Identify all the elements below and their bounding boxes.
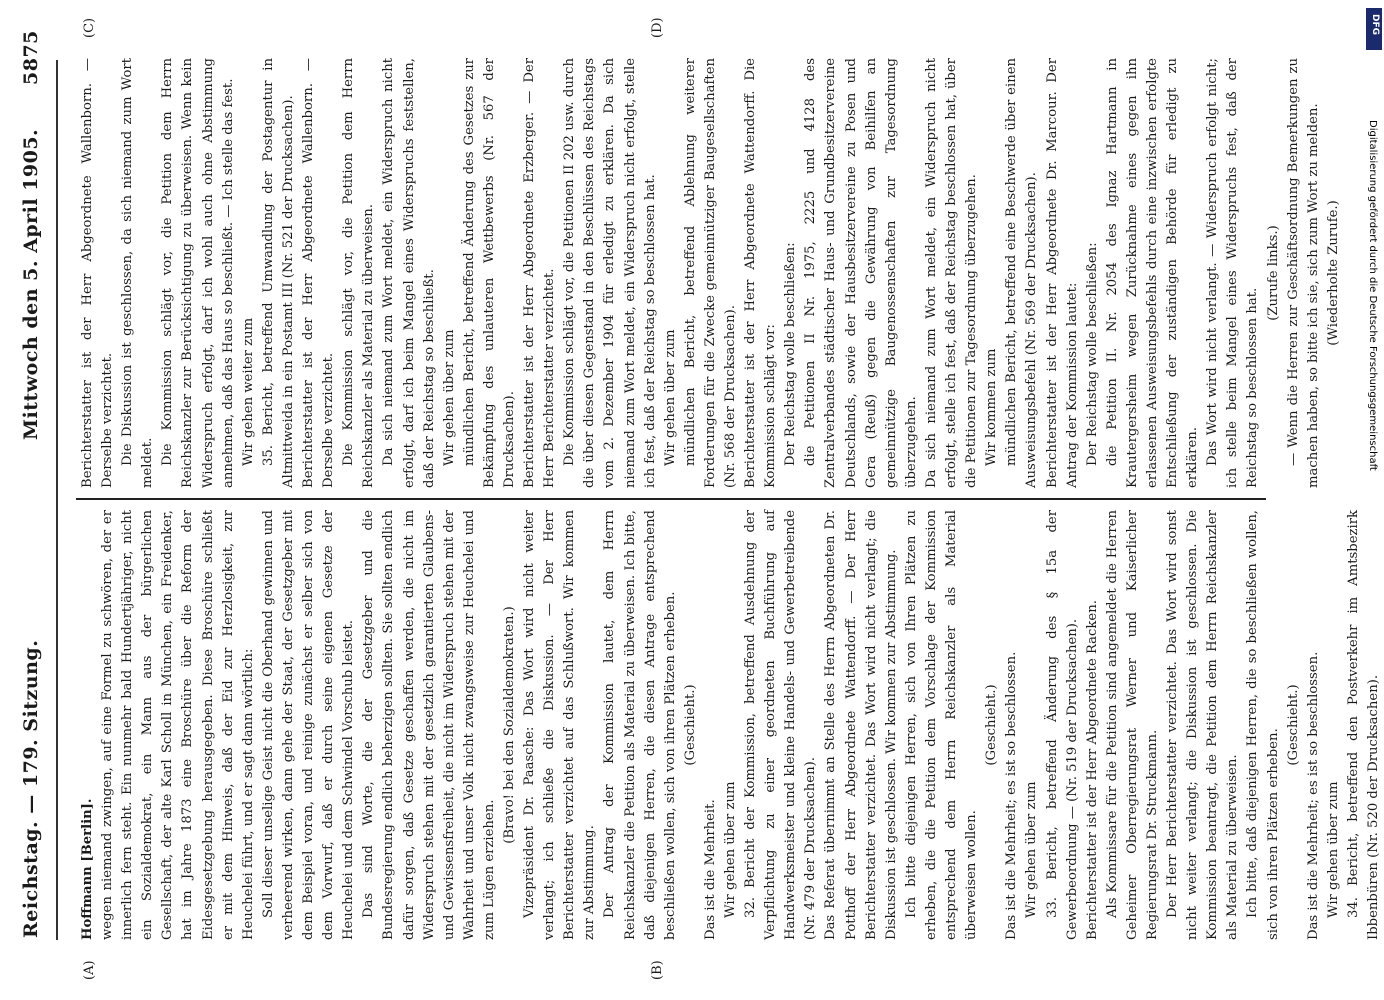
running-header-date: Mittwoch den 5. April 1905.	[20, 128, 42, 440]
paragraph: Das ist die Mehrheit; es ist so beschlossen.	[1004, 651, 1020, 940]
paragraph: Berichterstatter ist der Herr Abgeordnete Dr. Marcour. Der Antrag der Kommission lautet:	[1044, 58, 1080, 488]
agenda-item: 33. Bericht, betreffend Änderung des § 15a der Gewerbeordnung — (Nr. 519 der Drucksachen).	[1044, 510, 1080, 940]
page-number: 5875	[20, 30, 42, 85]
margin-marker-b: (B)	[650, 960, 665, 980]
agenda-item: 34. Bericht, betreffend den Postverkehr im Amtsbezirk Ibbenbüren (Nr. 520 der Drucksachen).	[1345, 510, 1381, 940]
interjection: (Geschieht.)	[682, 684, 698, 766]
agenda-item: mündlichen Bericht, betreffend eine Beschwerde über einen Ausweisungsbefehl (Nr. 569 der Drucksachen).	[1004, 58, 1040, 488]
paragraph: Der Herr Berichterstatter verzichtet. Das Wort wird sonst nicht weiter verlangt; die Diskussion ist geschlossen. Die Kommission beantragt, die Petition dem Herrn Reichskanzler als Material zu überweisen.	[1165, 510, 1241, 940]
paragraph: Berichterstatter ist der Herr Abgeordnete Racken.	[1084, 600, 1100, 940]
paragraph: Ich bitte, daß diejenigen Herren, die so beschließen wollen, sich von ihren Plätzen erheben.	[1245, 510, 1281, 940]
left-column	[78, 510, 1381, 940]
paragraph: Die Diskussion ist geschlossen, da sich niemand zum Wort meldet.	[120, 58, 156, 488]
column-divider	[76, 498, 1266, 500]
paragraph: Das sind Worte, die der Gesetzgeber und die Bundesregierung endlich beherzigen sollten. Sie sollten endlich dafür sorgen, daß Gesetze geschaffen werden, die nicht im Widerspruch stehen mit der gesetzlich garantierten Glaubens- und Gewissensfreiheit, die nicht im Widerspruch stehen mit der Wahrheit und unser Volk nicht zwangsweise zur Heuchelei und zum Lügen erziehen.	[361, 510, 497, 940]
paragraph: Der Antrag der Kommission lautet, dem Herrn Reichskanzler die Petition als Material zu überweisen. Ich bitte, daß diejenigen Herren, die diesen Antrage entsprechend beschließen wollen, sich von ihren Plätzen erheben.	[602, 510, 678, 940]
interjection: (Bravo! bei den Sozialdemokraten.)	[501, 606, 517, 844]
paragraph: Die Kommission schlägt vor, die Petitionen II 202 usw. durch die über diesen Gegenstand in den Beschlüssen des Reichstags vom 2. Dezember 1904 für erledigt zu erklären. Da sich niemand zum Wort meldet, ein Widerspruch nicht erfolgt, stelle ich fest, daß der Reichstag so beschlossen hat.	[562, 58, 658, 488]
paragraph: Wir kommen zum	[984, 348, 1000, 466]
paragraph: Der Reichstag wolle beschließen:	[1084, 242, 1100, 466]
paragraph: Wir gehen über zum	[723, 781, 738, 918]
paragraph: wegen niemand zwingen, auf eine Formel zu schwören, der er innerlich fern steht. Ein nunmehr bald Hundertjähriger, nicht ein Sozialdemokrat, ein Mann aus der bürgerlichen Gesellschaft, der alte Karl Scholl in München, ein Freidenker, hat im Jahre 1873 eine Broschüre über die Reform der Eidesgesetzgebung herausgegeben. Diese Broschüre schließt er mit dem Hinweis, daß der Eid zur Herzlosigkeit, zur Heuchelei führt, und er sagt dann wörtlich:	[100, 510, 256, 940]
paragraph: Vizepräsident Dr. Paasche: Das Wort wird nicht weiter verlangt; ich schließe die Diskussion. — Der Herr Berichterstatter verzichtet auf das Schlußwort. Wir kommen zur Abstimmung.	[522, 510, 598, 940]
paragraph: Wir gehen über zum	[1325, 781, 1341, 918]
paragraph: Da sich niemand zum Wort meldet, ein Widerspruch nicht erfolgt, stelle ich fest, daß der Reichstag beschlossen hat, über die Petitionen zur Tagesordnung überzugehen.	[923, 58, 980, 488]
paragraph: Wir gehen über zum	[1024, 781, 1040, 918]
margin-marker-a: (A)	[82, 960, 97, 980]
paragraph: — Wenn die Herren zur Geschäftsordnung Bemerkungen zu machen haben, so bitte ich sie, sich zum Wort zu melden.	[1285, 58, 1321, 488]
interjection: (Geschieht.)	[984, 684, 1000, 766]
interjection: (Geschieht.)	[1285, 684, 1301, 766]
margin-marker-d: (D)	[650, 17, 665, 38]
agenda-item: 35. Bericht, betreffend Umwandlung der Postagentur in Altmittweida in ein Postamt III (Nr. 521 der Drucksachen).	[260, 58, 296, 488]
paragraph: Berichterstatter ist der Herr Abgeordnete Erzberger. — Der Herr Berichterstatter verzichtet.	[522, 58, 558, 488]
paragraph: Wir gehen weiter zum	[240, 317, 256, 466]
funding-stamp	[1366, 120, 1380, 980]
paragraph: Das ist die Mehrheit.	[702, 799, 718, 940]
paragraph: Ich bitte diejenigen Herren, sich von Ihren Plätzen zu erheben, die die Petition dem Vorschlage der Kommission entsprechend dem Herrn Reichskanzler als Material überweisen wollen.	[903, 510, 980, 940]
paragraph: Wir gehen über zum	[441, 329, 457, 466]
paragraph: Als Kommissare für die Petition sind angemeldet die Herren Geheimer Oberregierungsrat Werner und Kaiserlicher Regierungsrat Dr. Struckmann.	[1104, 510, 1160, 940]
header-rule	[56, 60, 58, 940]
paragraph: Das Referat übernimmt an Stelle des Herrn Abgeordneten Dr. Potthoff der Herr Abgeordnete Wattendorff. — Der Herr Berichterstatter verzichtet. Das Wort wird nicht verlangt; die Diskussion ist geschlossen. Wir kommen zur Abstimmung.	[823, 510, 899, 940]
right-column	[78, 58, 1341, 488]
paragraph: Berichterstatter ist der Herr Abgeordnete Wattendorff. Die Kommission schlägt vor:	[743, 58, 779, 488]
running-header-left: Reichstag. — 179. Sitzung.	[20, 639, 42, 938]
agenda-item: mündlichen Bericht, betreffend Änderung des Gesetzes zur Bekämpfung des unlauteren Wettbewerbs (Nr. 567 der Drucksachen).	[461, 58, 517, 488]
paragraph: Berichterstatter ist der Herr Abgeordnete Wallenborn. — Derselbe verzichtet.	[301, 58, 337, 488]
interjection: (Zurufe links.)	[1265, 225, 1281, 321]
speaker-name: Hoffmann [Berlin].	[80, 798, 95, 940]
paragraph: Die Kommission schlägt vor, die Petition dem Herrn Reichskanzler als Material zu überweisen.	[341, 58, 377, 488]
paragraph: Da sich niemand zum Wort meldet, ein Widerspruch nicht erfolgt, darf ich beim Mangel eines Widerspruchs feststellen, daß der Reichstag so beschließt.	[381, 58, 437, 488]
resolution-text: die Petition II. Nr. 2054 des Ignaz Hartmann in Krautergersheim wegen Zurücknahme eines gegen ihn erlassenen Ausweisungsbefehls durch eine inzwischen erfolgte Entschließung der zuständigen Behörde für erledigt zu erklären.	[1104, 58, 1201, 488]
paragraph: Der Reichstag wolle beschließen:	[783, 242, 799, 466]
paragraph: Die Kommission schlägt vor, die Petition dem Herrn Reichskanzler zur Berücksichtigung zu überweisen. Wenn kein Widerspruch erfolgt, darf ich wohl auch ohne Abstimmung annehmen, daß das Haus so beschließt. — Ich stelle das fest.	[160, 58, 236, 488]
resolution-text: die Petitionen II Nr. 1975, 2225 und 4128 des Zentralverbandes städtischer Haus- und Grundbesitzervereine Deutschlands, sowie der Hausbesitzervereine zu Posen und Gera (Reuß) gegen die Gewährung von Beihilfen an gemeinnützige Baugenossenschaften zur Tagesordnung überzugehen.	[803, 58, 919, 488]
agenda-item: mündlichen Bericht, betreffend Ablehnung weiterer Forderungen für die Zwecke gemeinnütziger Baugesellschaften (Nr. 568 der Drucksachen).	[682, 58, 738, 488]
paragraph: Berichterstatter ist der Herr Abgeordnete Wallenborn. — Derselbe verzichtet.	[80, 58, 116, 488]
paragraph: Wir gehen über zum	[662, 329, 678, 466]
dfg-logo: DFG	[1366, 8, 1382, 50]
quote-paragraph: Soll dieser unselige Geist nicht die Oberhand gewinnen und verheerend wirken, dann gehe der Staat, der Gesetzgeber mit dem Beispiel voran, und reinige zunächst er selber sich von dem Vorwurf, daß er durch seine eigenen Gesetze der Heuchelei und dem Schwindel Vorschub leistet.	[260, 510, 357, 940]
margin-marker-c: (C)	[82, 17, 97, 38]
paragraph: Das Wort wird nicht verlangt. — Widerspruch erfolgt nicht; ich stelle beim Mangel eines Widerspruchs fest, daß der Reichstag so beschlossen hat.	[1205, 58, 1261, 488]
paragraph: Das ist die Mehrheit; es ist so beschlossen.	[1305, 651, 1321, 940]
funding-stamp-text: Digitalisierung gefördert durch die Deutsche Forschungsgemeinschaft	[1367, 120, 1378, 471]
agenda-item: 32. Bericht der Kommission, betreffend Ausdehnung der Verpflichtung zu einer geordneten Buchführung auf Handwerksmeister und kleine Handels- und Gewerbetreibende (Nr. 479 der Drucksachen).	[743, 510, 819, 940]
interjection: (Wiederholte Zurufe.)	[1325, 200, 1341, 346]
